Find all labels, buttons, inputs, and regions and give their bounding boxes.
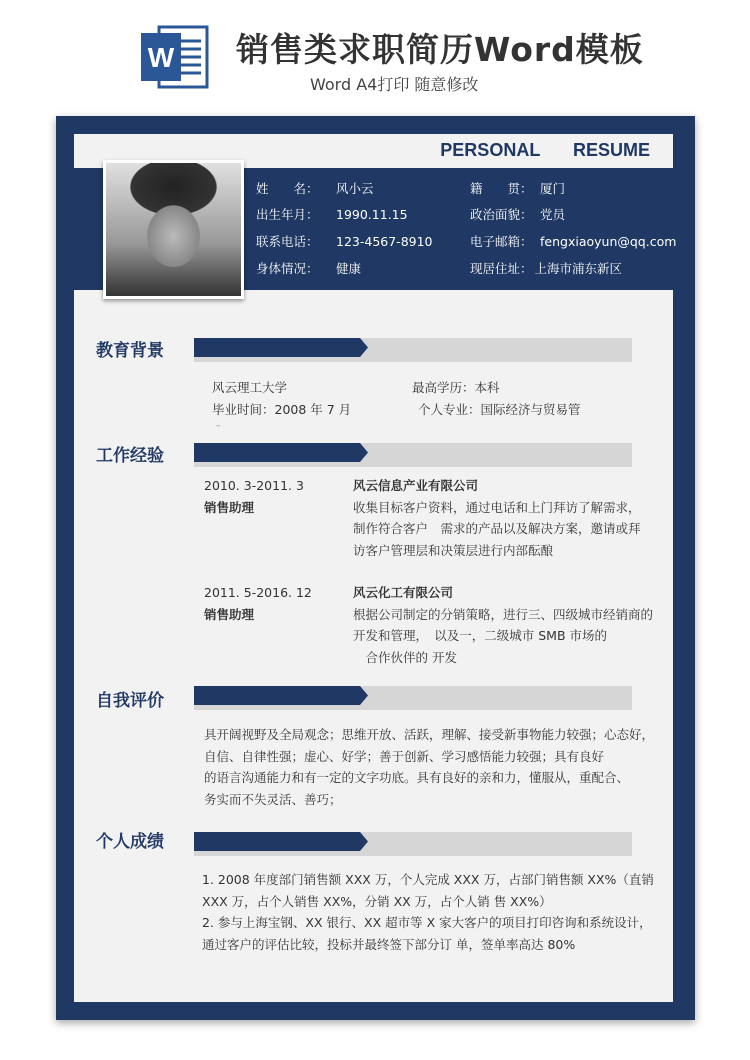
info-hometown [470,181,565,197]
info-birth [256,207,408,223]
info-address [470,261,622,277]
job-role: 销售助理 [204,607,255,622]
page-subtitle: Word A4打印 随意修改 [310,75,479,94]
section-heading-self: 自我评价 [96,691,164,711]
school: 风云理工大学 [212,380,288,395]
graduation: 毕业时间：2008 年 7 月 [212,402,352,417]
info-label: 身体情况： [256,261,319,276]
major: 个人专业：国际经济与贸易管 [418,402,581,417]
word-logo-icon [139,21,211,93]
info-label: 联系电话： [256,234,319,249]
job-desc-line: 根据公司制定的分销策略，进行三、四级城市经销商的 [353,607,654,622]
info-name [256,181,374,197]
achievement-line: 通过客户的评估比较，投标并最终签下部分订 单，签单率高达 80% [202,937,576,952]
job-desc-line: 访客户管理层和决策层进行内部酝酿 [353,543,554,558]
info-political [470,207,565,223]
info-value: 上海市浦东新区 [534,261,623,276]
job-period: 2011. 5-2016. 12 [204,585,312,600]
info-value: 123-4567-8910 [336,234,433,249]
section-heading-achievements: 个人成绩 [96,832,164,852]
info-health [256,261,361,277]
achievement-line: 2. 参与上海宝钢、XX 银行、XX 超市等 X 家大客户的项目打印咨询和系统设计， [202,915,652,930]
info-phone [256,234,433,250]
info-value: 风小云 [336,181,374,196]
info-value: 厦门 [540,181,566,196]
section-bar [194,443,632,467]
svg-text:W: W [147,42,175,73]
profile-photo [103,160,244,299]
section-bar [194,832,632,856]
section-heading-work: 工作经验 [96,446,164,466]
job-desc-line: 收集目标客户资料，通过电话和上门拜访了解需求， [353,500,641,515]
info-label: 出生年月： [256,207,319,222]
info-value: fengxiaoyun@qq.com [540,234,677,249]
info-label: 籍 贯： [470,181,533,196]
job-company: 风云化工有限公司 [353,585,454,600]
self-line: 的语言沟通能力和有一定的文字功底。具有良好的亲和力，懂服从，重配合、 [204,770,630,785]
section-heading-education: 教育背景 [96,341,164,361]
section-bar [194,686,632,710]
info-label: 姓 名： [256,181,319,196]
job-desc-line: 制作符合客户 需求的产品以及解决方案，邀请或拜 [353,521,641,536]
resume-heading: PERSONAL RESUME [440,140,650,160]
info-label: 电子邮箱： [470,234,533,249]
self-line: 务实而不失灵活、善巧； [204,792,342,807]
self-line: 自信、自律性强；虚心、好学；善于创新、学习感悟能力较强；具有良好 [204,749,605,764]
info-value: 1990.11.15 [336,207,408,222]
info-label: 政治面貌： [470,207,533,222]
page-title: 销售类求职简历Word模板 [236,30,644,69]
dash: – [216,421,221,431]
achievement-line: XXX 万，占个人销售 XX%，分销 XX 万，占个人销 售 XX%） [202,894,552,909]
job-period: 2010. 3-2011. 3 [204,478,304,493]
degree: 最高学历：本科 [412,380,500,395]
job-desc-line: 开发和管理， 以及一，二级城市 SMB 市场的 [353,628,607,643]
info-email [470,234,676,250]
info-value: 党员 [540,207,566,222]
info-value: 健康 [336,261,362,276]
self-line: 具开阔视野及全局观念；思维开放、活跃，理解、接受新事物能力较强；心态好， [204,727,655,742]
info-label: 现居住址： [470,261,533,276]
achievement-line: 1. 2008 年度部门销售额 XXX 万，个人完成 XXX 万，占部门销售额 XX%（直销 [202,872,654,887]
job-company: 风云信息产业有限公司 [353,478,479,493]
job-role: 销售助理 [204,500,255,515]
section-bar [194,338,632,362]
job-desc-line: 合作伙伴的 开发 [353,650,457,665]
